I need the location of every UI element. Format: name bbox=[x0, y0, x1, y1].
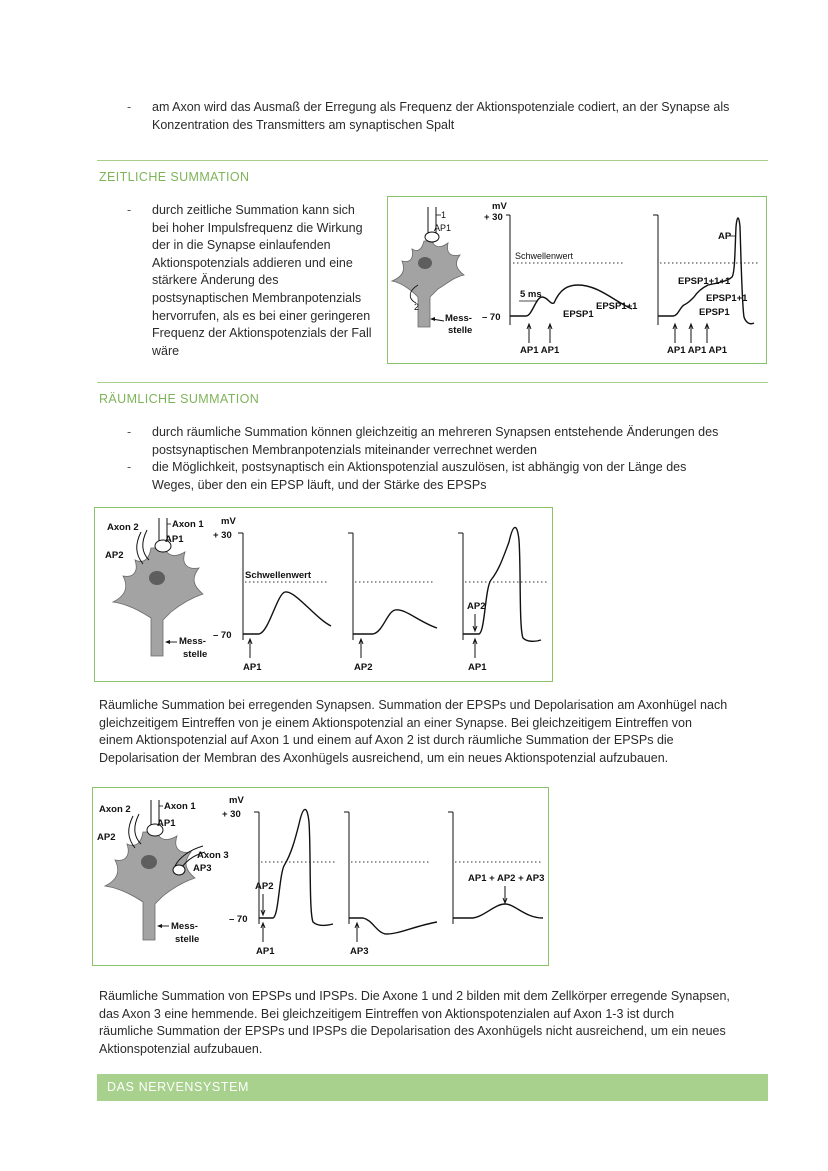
figure-raeumliche-summation-1-svg bbox=[95, 508, 551, 680]
nucleus-icon bbox=[149, 571, 165, 585]
label-minus-70: – 70 bbox=[482, 312, 501, 323]
label-ap1-arrow: AP1 bbox=[243, 662, 262, 673]
heading-raeumliche-summation: RÄUMLICHE SUMMATION bbox=[99, 392, 260, 406]
label-axon2: Axon 2 bbox=[99, 804, 131, 815]
label-arrows-a: AP1 AP1 bbox=[520, 345, 560, 356]
heading-zeitliche-summation: ZEITLICHE SUMMATION bbox=[99, 170, 250, 184]
label-ap3-arrow: AP3 bbox=[350, 946, 369, 957]
label-axon1: Axon 1 bbox=[172, 519, 204, 530]
label-plus-30: + 30 bbox=[484, 212, 503, 223]
label-ap1-arrow-b: AP1 bbox=[468, 662, 487, 673]
intro-bullet-text: am Axon wird das Ausmaß der Erregung als Frequenz der Aktionspotenziale codiert, an der Synapse als Konzentration des Transmitters am synaptischen Spalt bbox=[152, 100, 730, 132]
nucleus-icon bbox=[141, 855, 157, 869]
label-one: 1 bbox=[441, 210, 447, 220]
footer-bar bbox=[97, 1074, 768, 1101]
label-epsp111: EPSP1+1+1 bbox=[678, 276, 731, 287]
label-mv: mV bbox=[229, 795, 244, 806]
label-epsp11: EPSP1+1 bbox=[596, 301, 638, 312]
label-ap1: AP1 bbox=[165, 534, 184, 545]
section-rule bbox=[97, 382, 768, 383]
label-stelle: stelle bbox=[448, 325, 473, 336]
section-rule bbox=[97, 160, 768, 161]
figure-zeitliche-summation bbox=[387, 196, 767, 364]
figure-raeumliche-summation-2-svg bbox=[93, 788, 547, 964]
trace-summation-sum bbox=[453, 904, 543, 918]
label-mv: mV bbox=[492, 201, 507, 212]
trace-ipsp bbox=[349, 918, 437, 934]
label-mv: mV bbox=[221, 516, 236, 527]
label-sum: AP1 + AP2 + AP3 bbox=[468, 873, 545, 884]
label-schwellenwert: Schwellenwert bbox=[515, 251, 574, 261]
label-ap: AP bbox=[718, 231, 732, 242]
label-5ms: 5 ms bbox=[520, 289, 542, 300]
intro-bullet-dash: - bbox=[127, 100, 132, 114]
axon2-terminal-icon bbox=[129, 816, 135, 848]
label-axon1: Axon 1 bbox=[164, 801, 196, 812]
label-plus-30: + 30 bbox=[213, 530, 232, 541]
label-arrows-b: AP1 AP1 AP1 bbox=[667, 345, 728, 356]
caption-figure-1: Räumliche Summation bei erregenden Synapsen. Summation der EPSPs und Depolarisation am Axonhügel nach gleichzeitigem Eintreffen von je einem Aktionspotenzial an einer Synapse. Bei gleichzeitigem Eintreffen von einem Aktionspotenzial auf Axon 1 und einem auf Axon 2 ist durch räumliche Summation der EPSPs die Depolarisation der Membran des Axonhügels ausreichend, um ein neues Aktionspotenzial aufzubauen. bbox=[99, 698, 728, 765]
trace-epsp-axon1 bbox=[243, 592, 331, 634]
label-stelle: stelle bbox=[183, 649, 208, 660]
label-ap1: AP1 bbox=[157, 818, 176, 829]
footer-label: DAS NERVENSYSTEM bbox=[107, 1080, 250, 1094]
figure-raeumliche-summation-1 bbox=[94, 507, 553, 682]
label-axon3: Axon 3 bbox=[197, 850, 229, 861]
label-epsp1-b: EPSP1 bbox=[699, 307, 730, 318]
label-minus-70: – 70 bbox=[213, 630, 232, 641]
label-epsp11-b: EPSP1+1 bbox=[706, 293, 748, 304]
trace-epsp-axon2 bbox=[353, 610, 437, 634]
label-mess: Mess- bbox=[179, 636, 206, 647]
label-ap2-arrow: AP2 bbox=[354, 662, 373, 673]
zeitlich-bullet-text: durch zeitliche Summation kann sich bei hoher Impulsfrequenz die Wirkung der in die Synapse einlaufenden Aktionspotenzials addieren und eine stärkere Änderung des postsynaptischen Membranpotenzials hervorrufen, als es bei einer geringeren Frequenz der Aktionspotenzials der Fall wäre bbox=[152, 203, 372, 358]
label-minus-70: – 70 bbox=[229, 914, 248, 925]
label-ap1: AP1 bbox=[434, 223, 452, 233]
label-two: 2 bbox=[414, 302, 420, 312]
label-ap2-trace: AP2 bbox=[255, 881, 274, 892]
raeumlich-bullet-2-text: die Möglichkeit, postsynaptisch ein Aktionspotenzial auszulösen, ist abhängig von der Länge des Weges, über den ein EPSP läuft, und der Stärke des EPSPs bbox=[152, 460, 687, 492]
label-mess: Mess- bbox=[171, 921, 198, 932]
label-plus-30: + 30 bbox=[222, 809, 241, 820]
figure-zeitliche-summation-svg bbox=[388, 197, 765, 362]
figure-raeumliche-summation-2 bbox=[92, 787, 549, 966]
label-schwellenwert: Schwellenwert bbox=[245, 570, 311, 581]
raeumlich-bullet-2-dash: - bbox=[127, 460, 132, 474]
axon2-terminal-icon bbox=[137, 532, 143, 564]
label-mess: Mess- bbox=[445, 313, 472, 324]
caption-figure-2: Räumliche Summation von EPSPs und IPSPs. Die Axone 1 und 2 bilden mit dem Zellkörper erregende Synapsen, das Axon 3 eine hemmende. Bei gleichzeitigem Eintreffen von Aktionspotenzialen auf Axon 1-3 ist durch räumliche Summation der EPSPs und IPSPs die Depolarisation des Axonhügels nicht ausreichend, um ein neues Aktionspotenzial aufzubauen. bbox=[99, 989, 730, 1056]
raeumlich-bullet-1-dash: - bbox=[127, 425, 132, 439]
label-ap1-arrow: AP1 bbox=[256, 946, 275, 957]
label-ap2-trace: AP2 bbox=[467, 601, 486, 612]
label-epsp1: EPSP1 bbox=[563, 309, 594, 320]
label-ap2: AP2 bbox=[97, 832, 116, 843]
label-stelle: stelle bbox=[175, 934, 200, 945]
label-axon2: Axon 2 bbox=[107, 522, 139, 533]
zeitlich-bullet-dash: - bbox=[127, 203, 132, 217]
label-ap3: AP3 bbox=[193, 863, 212, 874]
nucleus-icon bbox=[418, 257, 432, 269]
trace-ap-epsp bbox=[259, 809, 333, 925]
label-ap2: AP2 bbox=[105, 550, 124, 561]
raeumlich-bullet-1-text: durch räumliche Summation können gleichzeitig an mehreren Synapsen entstehende Änderungen des postsynaptischen Membranpotenzials miteinander verrechnet werden bbox=[152, 425, 719, 457]
